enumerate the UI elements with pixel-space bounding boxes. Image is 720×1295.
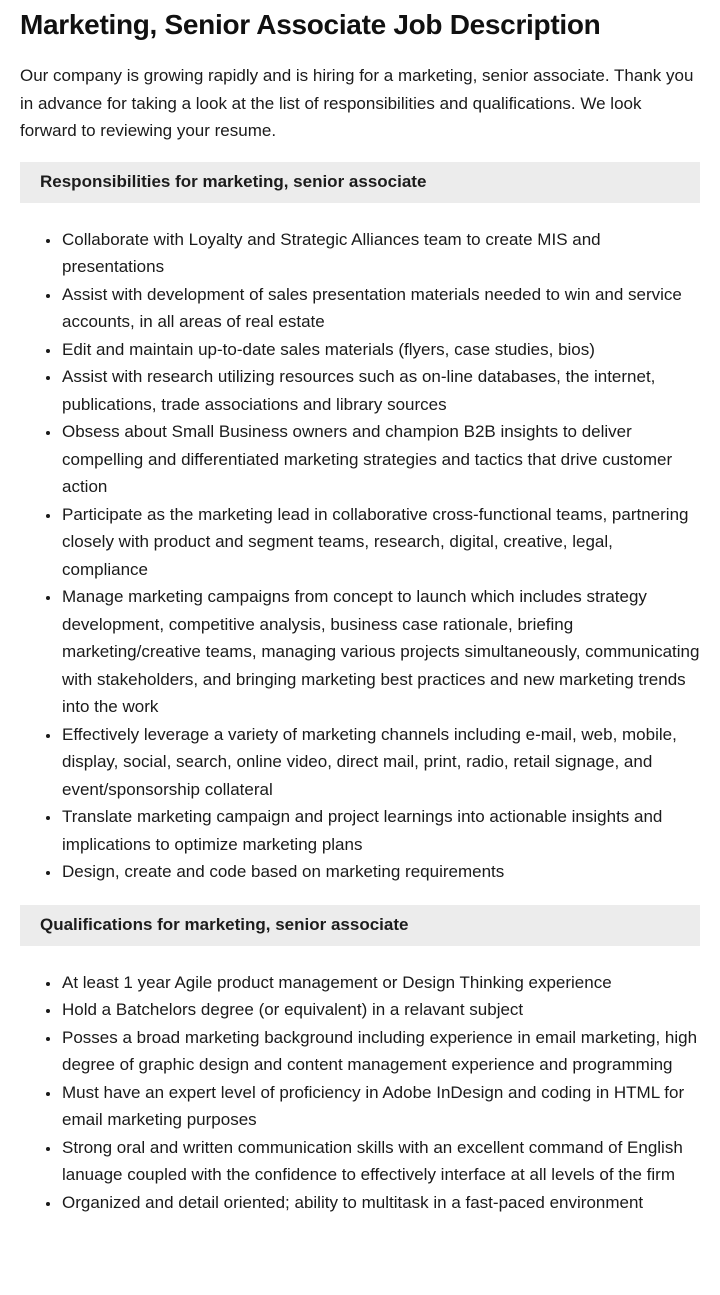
page-title: Marketing, Senior Associate Job Description xyxy=(20,9,601,40)
list-item: • Must have an expert level of proficiency in Adobe InDesign and coding in HTML for email marketing purposes xyxy=(61,1079,700,1134)
list-item: • Collaborate with Loyalty and Strategic Alliances team to create MIS and presentations xyxy=(61,226,700,281)
qualifications-section xyxy=(20,905,700,1217)
list-item: • Translate marketing campaign and project learnings into actionable insights and implications to optimize marketing plans xyxy=(61,803,700,858)
list-item: • Manage marketing campaigns from concept to launch which includes strategy development, competitive analysis, business case rationale, briefing marketing/creative teams, managing various projects simultaneously, communicating with stakeholders, and bringing marketing best practices and new marketing trends into the work xyxy=(61,583,700,721)
list-item: • Posses a broad marketing background including experience in email marketing, high degree of graphic design and content management experience and programming xyxy=(61,1024,700,1079)
responsibilities-list xyxy=(20,226,700,886)
qualifications-heading: Qualifications for marketing, senior associate xyxy=(20,905,700,946)
list-item: • Design, create and code based on marketing requirements xyxy=(61,858,700,886)
list-item: • Participate as the marketing lead in collaborative cross-functional teams, partnering closely with product and segment teams, research, digital, creative, legal, compliance xyxy=(61,501,700,584)
list-item: • Effectively leverage a variety of marketing channels including e-mail, web, mobile, display, social, search, online video, direct mail, print, radio, retail signage, and event/sponsorship collateral xyxy=(61,721,700,804)
qualifications-list xyxy=(20,969,700,1217)
list-item: • Organized and detail oriented; ability to multitask in a fast-paced environment xyxy=(61,1189,700,1217)
list-item: • At least 1 year Agile product management or Design Thinking experience xyxy=(61,969,700,997)
list-item: • Obsess about Small Business owners and champion B2B insights to deliver compelling and differentiated marketing strategies and tactics that drive customer action xyxy=(61,418,700,501)
responsibilities-section xyxy=(20,162,700,886)
list-item: • Hold a Batchelors degree (or equivalent) in a relavant subject xyxy=(61,996,700,1024)
list-item: • Assist with development of sales presentation materials needed to win and service accounts, in all areas of real estate xyxy=(61,281,700,336)
responsibilities-heading: Responsibilities for marketing, senior associate xyxy=(20,162,700,203)
intro-paragraph: Our company is growing rapidly and is hiring for a marketing, senior associate. Thank you in advance for taking a look at the list of responsibilities and qualifications. We look forward to reviewing your resume. xyxy=(20,66,694,140)
list-item: • Strong oral and written communication skills with an excellent command of English lanuage coupled with the confidence to effectively interface at all levels of the firm xyxy=(61,1134,700,1189)
list-item: • Edit and maintain up-to-date sales materials (flyers, case studies, bios) xyxy=(61,336,700,364)
list-item: • Assist with research utilizing resources such as on-line databases, the internet, publications, trade associations and library sources xyxy=(61,363,700,418)
